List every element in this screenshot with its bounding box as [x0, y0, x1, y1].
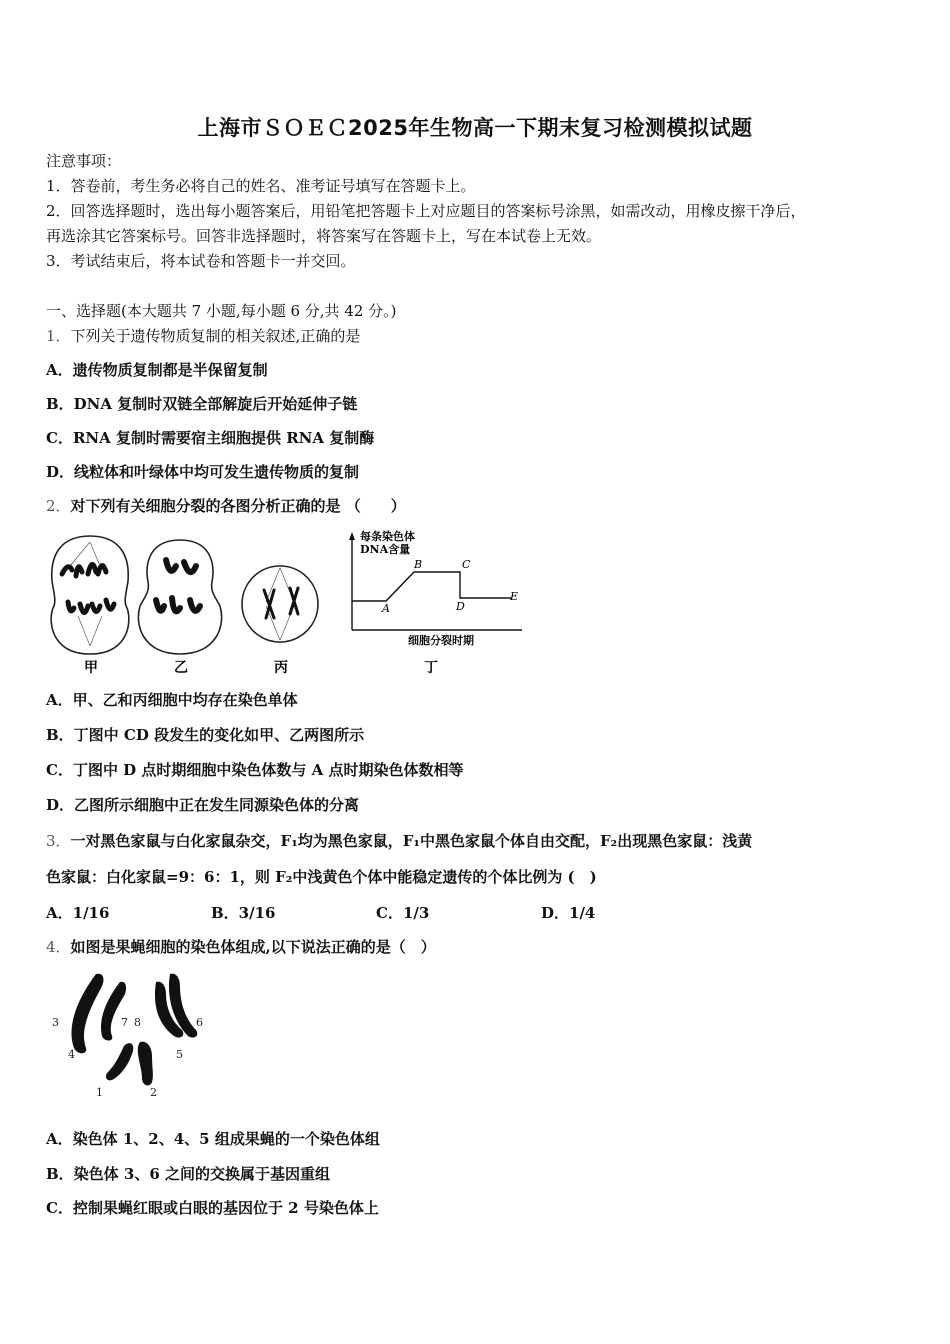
- label-jia: 甲: [84, 660, 98, 676]
- chromosomes: [71, 974, 197, 1086]
- question-stem: 一对黑色家鼠与白化家鼠杂交，F₁均为黑色家鼠，F₁中黑色家鼠个体自由交配，F₂出现黑色家鼠：浅黄: [70, 832, 753, 850]
- point-c: C: [462, 558, 471, 571]
- label-bing: 丙: [274, 660, 288, 676]
- page-title: 上海市ＳＯＥＣ2025年生物高一下期末复习检测模拟试题: [197, 116, 753, 140]
- option-c: C．RNA 复制时需要宿主细胞提供 RNA 复制酶: [46, 429, 375, 447]
- chromosome-number: 8: [134, 1016, 141, 1029]
- section-heading: 一、选择题(本大题共 7 小题,每小题 6 分,共 42 分。): [46, 302, 397, 320]
- point-d: D: [456, 600, 465, 613]
- question-number: 1．: [46, 327, 71, 345]
- notice-item: 2．回答选择题时，选出每小题答案后，用铅笔把答题卡上对应题目的答案标号涂黑，如需改动，用橡皮擦干净后，: [46, 202, 806, 220]
- question-number: 3．: [46, 832, 71, 850]
- notice-item: 3．考试结束后，将本试卷和答题卡一并交回。: [46, 252, 356, 270]
- cell-jia: [51, 536, 129, 676]
- option-a: A．1/16: [46, 904, 110, 922]
- graph-ylabel: 每条染色体: [360, 530, 415, 543]
- question-number: 2．: [46, 497, 71, 515]
- question-number: 4．: [46, 938, 71, 956]
- chromosome-number: 7: [121, 1016, 128, 1029]
- option-b: B．丁图中 CD 段发生的变化如甲、乙两图所示: [46, 726, 365, 744]
- question-3-cont: 色家鼠：白化家鼠=9：6：1，则 F₂中浅黄色个体中能稳定遗传的个体比例为 ( ): [46, 868, 597, 886]
- cell-bing: [242, 566, 318, 676]
- option-c: C．丁图中 D 点时期细胞中染色体数与 A 点时期染色体数相等: [46, 761, 464, 779]
- point-e: E: [510, 590, 519, 603]
- chromosome-number: 2: [150, 1086, 157, 1099]
- question-1: [46, 326, 360, 346]
- notice-item: 再选涂其它答案标号。回答非选择题时，将答案写在答题卡上，写在本试卷上无效。: [46, 227, 602, 245]
- chromosome-number: 4: [68, 1048, 75, 1061]
- question-3-options: [46, 902, 595, 923]
- option-a: A．遗传物质复制都是半保留复制: [46, 361, 268, 379]
- option-d: D．1/4: [541, 904, 596, 922]
- question-stem: 如图是果蝇细胞的染色体组成,以下说法正确的是（ ）: [70, 938, 436, 956]
- chromosome-number: 6: [196, 1016, 203, 1029]
- question-stem: 下列关于遗传物质复制的相关叙述,正确的是: [70, 327, 361, 345]
- question-4: [46, 937, 436, 957]
- point-b: B: [414, 558, 423, 571]
- notice-heading: 注意事项：: [46, 152, 122, 170]
- graph-ylabel: DNA含量: [360, 543, 411, 556]
- graph-xlabel: 细胞分裂时期: [408, 634, 474, 647]
- question-2: [46, 496, 406, 516]
- notice-item: 1．答卷前，考生务必将自己的姓名、准考证号填写在答题卡上。: [46, 177, 476, 195]
- option-d: D．线粒体和叶绿体中均可发生遗传物质的复制: [46, 463, 360, 481]
- point-a: A: [382, 602, 390, 615]
- option-a: A．甲、乙和丙细胞中均存在染色单体: [46, 691, 298, 709]
- chromosome-number: 5: [176, 1048, 183, 1061]
- dna-content-graph: [349, 529, 522, 676]
- cell-yi: [138, 540, 221, 676]
- option-a: A．染色体 1、2、4、5 组成果蝇的一个染色体组: [46, 1130, 380, 1148]
- chromosome-number: 3: [52, 1016, 59, 1029]
- label-yi: 乙: [174, 660, 188, 676]
- question-stem: 对下列有关细胞分裂的各图分析正确的是 （ ）: [70, 497, 406, 515]
- option-c: C．控制果蝇红眼或白眼的基因位于 2 号染色体上: [46, 1199, 379, 1217]
- option-c: C．1/3: [376, 904, 430, 922]
- cell-division-figure: [40, 526, 530, 678]
- option-b: B．3/16: [211, 904, 276, 922]
- label-ding: 丁: [424, 660, 438, 676]
- option-d: D．乙图所示细胞中正在发生同源染色体的分离: [46, 796, 360, 814]
- fruitfly-chromosome-figure: [48, 968, 218, 1100]
- chromosome-number: 1: [96, 1086, 103, 1099]
- option-b: B．DNA 复制时双链全部解旋后开始延伸子链: [46, 395, 358, 413]
- option-b: B．染色体 3、6 之间的交换属于基因重组: [46, 1165, 330, 1183]
- question-3: [46, 831, 752, 851]
